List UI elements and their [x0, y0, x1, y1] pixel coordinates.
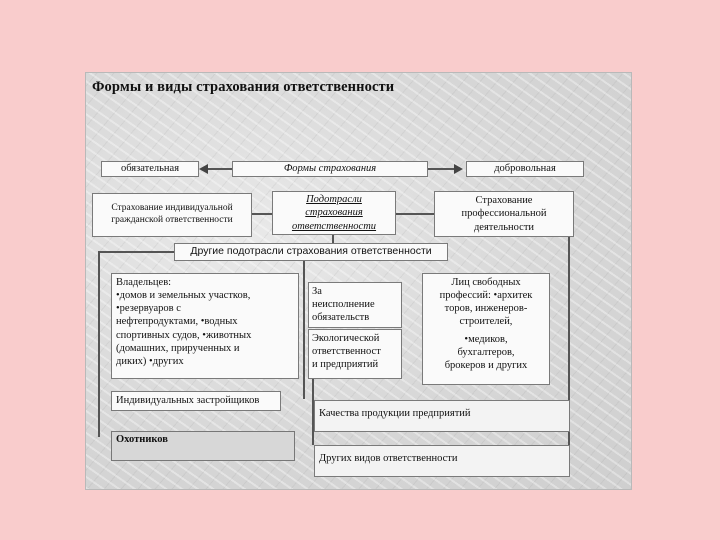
- subsectors-line-1: Подотрасли: [306, 194, 362, 206]
- connector-subsectors-down: [332, 235, 334, 243]
- forms-box: [232, 161, 428, 177]
- individual-builders-label: Индивидуальных застройщиков: [116, 395, 260, 406]
- owners-line-2: •домов и земельных участков,: [116, 290, 251, 302]
- arrow-right-icon: [454, 164, 463, 174]
- other-liability-box: [314, 445, 570, 477]
- nonperformance-box: [308, 282, 402, 328]
- connector-forms-left: [208, 168, 232, 170]
- free-professions-line-7: бухгалтеров,: [457, 346, 515, 358]
- individual-civil-box: [92, 193, 252, 237]
- hunters-label: Охотников: [116, 434, 168, 445]
- ecological-line-1: Экологической: [312, 333, 380, 344]
- individual-civil-line-1: Страхование индивидуальной: [111, 203, 233, 214]
- free-professions-line-1: Лиц свободных: [451, 277, 521, 288]
- left-spine-top: [98, 251, 174, 253]
- forms-label: Формы страхования: [283, 163, 377, 175]
- voluntary-box: [466, 161, 584, 177]
- nonperformance-line-3: обязательств: [312, 312, 370, 324]
- subsectors-box: [272, 191, 396, 235]
- free-professions-line-2: профессий: •архитек: [439, 290, 533, 302]
- slide-panel: [85, 72, 632, 490]
- professional-box: [434, 191, 574, 237]
- individual-builders-box: [111, 391, 281, 411]
- owners-line-6: (домашних, прирученных и: [116, 342, 240, 354]
- subsectors-line-2: страхования: [305, 207, 363, 219]
- slide-title: Формы и виды страхования ответственности: [92, 79, 395, 95]
- mandatory-box: [101, 161, 199, 177]
- connector-forms-right: [428, 168, 456, 170]
- owners-line-7: диких) •других: [116, 355, 184, 367]
- free-professions-line-3: торов, инженеров-: [444, 303, 528, 315]
- other-subsectors-box: [174, 243, 448, 261]
- free-professions-box: [422, 273, 550, 385]
- owners-box: [111, 273, 299, 379]
- connector-subsectors-professional: [396, 213, 434, 215]
- nonperformance-line-1: За: [312, 286, 322, 297]
- owners-line-5: спортивных судов, •животных: [116, 329, 252, 341]
- professional-line-2: профессиональной: [461, 208, 547, 220]
- free-professions-line-4: строителей,: [459, 316, 513, 328]
- nonperformance-line-2: неисполнение: [312, 299, 375, 311]
- professional-line-1: Страхование: [475, 195, 533, 207]
- subsectors-line-3: ответственности: [291, 220, 377, 232]
- connector-civil-subsectors: [252, 213, 272, 215]
- owners-line-4: нефтепродуктами, •водных: [116, 316, 238, 328]
- middle-spine: [303, 261, 305, 399]
- free-professions-line-8: брокеров и других: [444, 359, 528, 371]
- arrow-left-icon: [199, 164, 208, 174]
- free-professions-line-6: •медиков,: [464, 333, 508, 345]
- owners-line-1: Владельцев:: [116, 277, 172, 288]
- hunters-box: [111, 431, 295, 461]
- professional-line-3: деятельности: [473, 221, 535, 233]
- other-subsectors-label: Другие подотрасли страхования ответственности: [190, 245, 432, 258]
- individual-civil-line-2: гражданской ответственности: [111, 215, 233, 225]
- ecological-box: [308, 329, 402, 379]
- other-liability-label: Других видов ответственности: [319, 453, 458, 464]
- owners-line-3: •резервуаров с: [116, 303, 181, 315]
- product-quality-label: Качества продукции предприятий: [319, 408, 471, 419]
- ecological-line-3: и предприятий: [312, 359, 379, 371]
- mandatory-label: обязательная: [120, 163, 180, 175]
- voluntary-label: добровольная: [494, 163, 556, 175]
- left-spine: [98, 251, 100, 437]
- product-quality-box: [314, 400, 570, 432]
- ecological-line-2: ответственност: [312, 346, 381, 358]
